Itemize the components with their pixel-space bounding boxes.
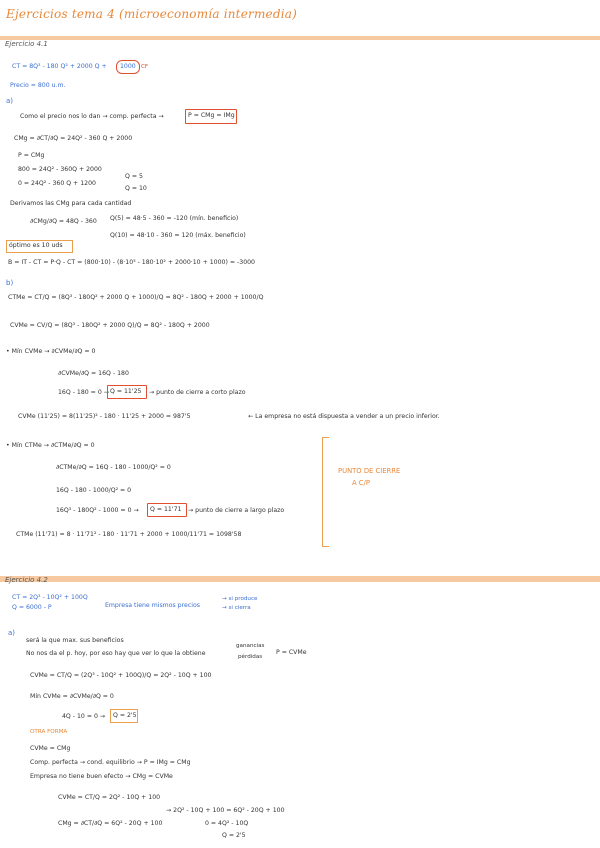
ej42-note: Empresa tiene mismos precios (105, 602, 200, 609)
ej42-min-cvme: Mín CVMe = ∂CVMe/∂Q = 0 (30, 693, 114, 700)
deriv-intro: Derivamos las CMg para cada cantidad (10, 200, 132, 207)
ej42-p-cvme: P = CVMe (276, 649, 307, 656)
q-cvme: Q = 11'25 (110, 388, 142, 395)
side-bracket (322, 437, 329, 547)
optimo-text: óptimo es 10 uds (9, 242, 63, 249)
p-cmg: P = CMg (18, 152, 45, 159)
ej42-perdidas: pérdidas (238, 654, 263, 660)
ej42-otra: OTRA FORMA (30, 729, 68, 735)
section-label-4-1: Ejercicio 4.1 (5, 40, 48, 48)
eq1: 800 = 24Q² - 360Q + 2000 (18, 166, 102, 173)
ej42-ganancias: ganancias (236, 643, 265, 649)
sol2: Q = 10 (125, 185, 147, 192)
min-cvme: • Mín CVMe → ∂CVMe/∂Q = 0 (6, 348, 96, 355)
ej42-a-line1: será la que max. sus beneficios (26, 637, 124, 644)
eq2: 0 = 24Q² - 360 Q + 1200 (18, 180, 96, 187)
ej42-opt1: → si produce (222, 596, 258, 602)
ej42-cvme-cmg: CVMe = CMg (30, 745, 71, 752)
cf-value: 1000 (120, 63, 136, 70)
section-band-4-1 (0, 36, 600, 40)
cf-label: CF (141, 64, 149, 70)
q-ctme: Q = 11'71 (150, 506, 182, 513)
section-band-4-2 (0, 576, 600, 582)
part-b-label: b) (6, 279, 14, 287)
dcvme: ∂CVMe/∂Q = 16Q - 180 (58, 370, 129, 377)
section-label-4-2: Ejercicio 4.2 (5, 576, 48, 584)
cf-circle (116, 60, 140, 74)
d-q10: Q(10) = 48·10 - 360 = 120 (máx. beneficio) (110, 232, 246, 239)
ej42-a-line2: No nos da el p. hoy, por eso hay que ver lo que la obtiene (26, 650, 206, 657)
ej42-ct: CT = 2Q³ - 10Q² + 100Q (12, 594, 88, 601)
ej42-eq: 4Q - 10 = 0 → (62, 713, 106, 720)
cvme-val: CVMe (11'25) = 8(11'25)² - 180 · 11'25 + 2000 = 987'5 (18, 413, 191, 420)
dctme: ∂CTMe/∂Q = 16Q - 180 - 1000/Q² = 0 (56, 464, 171, 471)
eq-cvme: 16Q - 180 = 0 → (58, 389, 109, 396)
eq-ctme2: 16Q³ - 180Q² - 1000 = 0 → (56, 507, 139, 514)
ej42-cmg2: CMg = ∂CT/∂Q = 6Q² - 20Q + 100 (58, 820, 163, 827)
page-title: Ejercicios tema 4 (microeconomía intermedia) (6, 7, 297, 21)
ej42-res2: 0 = 4Q² - 10Q (205, 820, 249, 827)
ctme: CTMe = CT/Q = (8Q³ - 180Q² + 2000 Q + 1000)/Q = 8Q² - 180Q + 2000 + 1000/Q (8, 294, 264, 301)
cierre-corto: → punto de cierre a corto plazo (149, 389, 246, 396)
d2cmg: ∂CMg/∂Q = 48Q - 360 (30, 218, 97, 225)
ej42-emp: Empresa no tiene buen efecto → CMg = CVMe (30, 773, 173, 780)
ej42-part-a: a) (8, 629, 16, 637)
eq-ctme1: 16Q - 180 - 1000/Q² = 0 (56, 487, 132, 494)
side-note-1: PUNTO DE CIERRE (338, 467, 401, 475)
a-line1: Como el precio nos lo dan → comp. perfecta → (20, 113, 164, 120)
ej42-cvme2: CVMe = CT/Q = 2Q² - 10Q + 100 (58, 794, 161, 801)
box-p-cmg-text: P = CMg = IMg (188, 112, 235, 119)
ej42-res3: Q = 2'5 (222, 832, 246, 839)
d-q5: Q(5) = 48·5 - 360 = -120 (mín. beneficio) (110, 215, 239, 222)
cmg-def: CMg = ∂CT/∂Q = 24Q² - 360 Q + 2000 (14, 135, 133, 142)
ej42-comp: Comp. perfecta → cond. equilibrio → P = IMg = CMg (30, 759, 191, 766)
ej42-q: Q = 6000 - P (12, 604, 52, 611)
ej42-opt2: → si cierra (222, 605, 251, 611)
ej42-q-res: Q = 2'5 (113, 712, 137, 719)
min-ctme: • Mín CTMe → ∂CTMe/∂Q = 0 (6, 442, 95, 449)
cvme-note: ← La empresa no está dispuesta a vender a un precio inferior. (248, 413, 440, 420)
cvme: CVMe = CV/Q = (8Q³ - 180Q² + 2000 Q)/Q = 8Q² - 180Q + 2000 (10, 322, 210, 329)
sol1: Q = 5 (125, 173, 143, 180)
side-note-2: A C/P (352, 479, 370, 487)
ctme-val: CTMe (11'71) = 8 · 11'71² - 180 · 11'71 + 2000 + 1000/11'71 = 1098'58 (16, 531, 242, 538)
precio-text: Precio = 800 u.m. (10, 82, 66, 89)
ct-equation: CT = 8Q³ - 180 Q² + 2000 Q + (12, 63, 107, 70)
beneficio: B = IT - CT = P·Q - CT = (800·10) - (8·10³ - 180·10² + 2000·10 + 1000) = -3000 (8, 259, 255, 266)
part-a-label: a) (6, 97, 14, 105)
ej42-cvme: CVMe = CT/Q = (2Q³ - 10Q² + 100Q)/Q = 2Q² - 10Q + 100 (30, 672, 212, 679)
cierre-largo: → punto de cierre a largo plazo (188, 507, 285, 514)
ej42-res1: → 2Q² - 10Q + 100 = 6Q² - 20Q + 100 (166, 807, 285, 814)
